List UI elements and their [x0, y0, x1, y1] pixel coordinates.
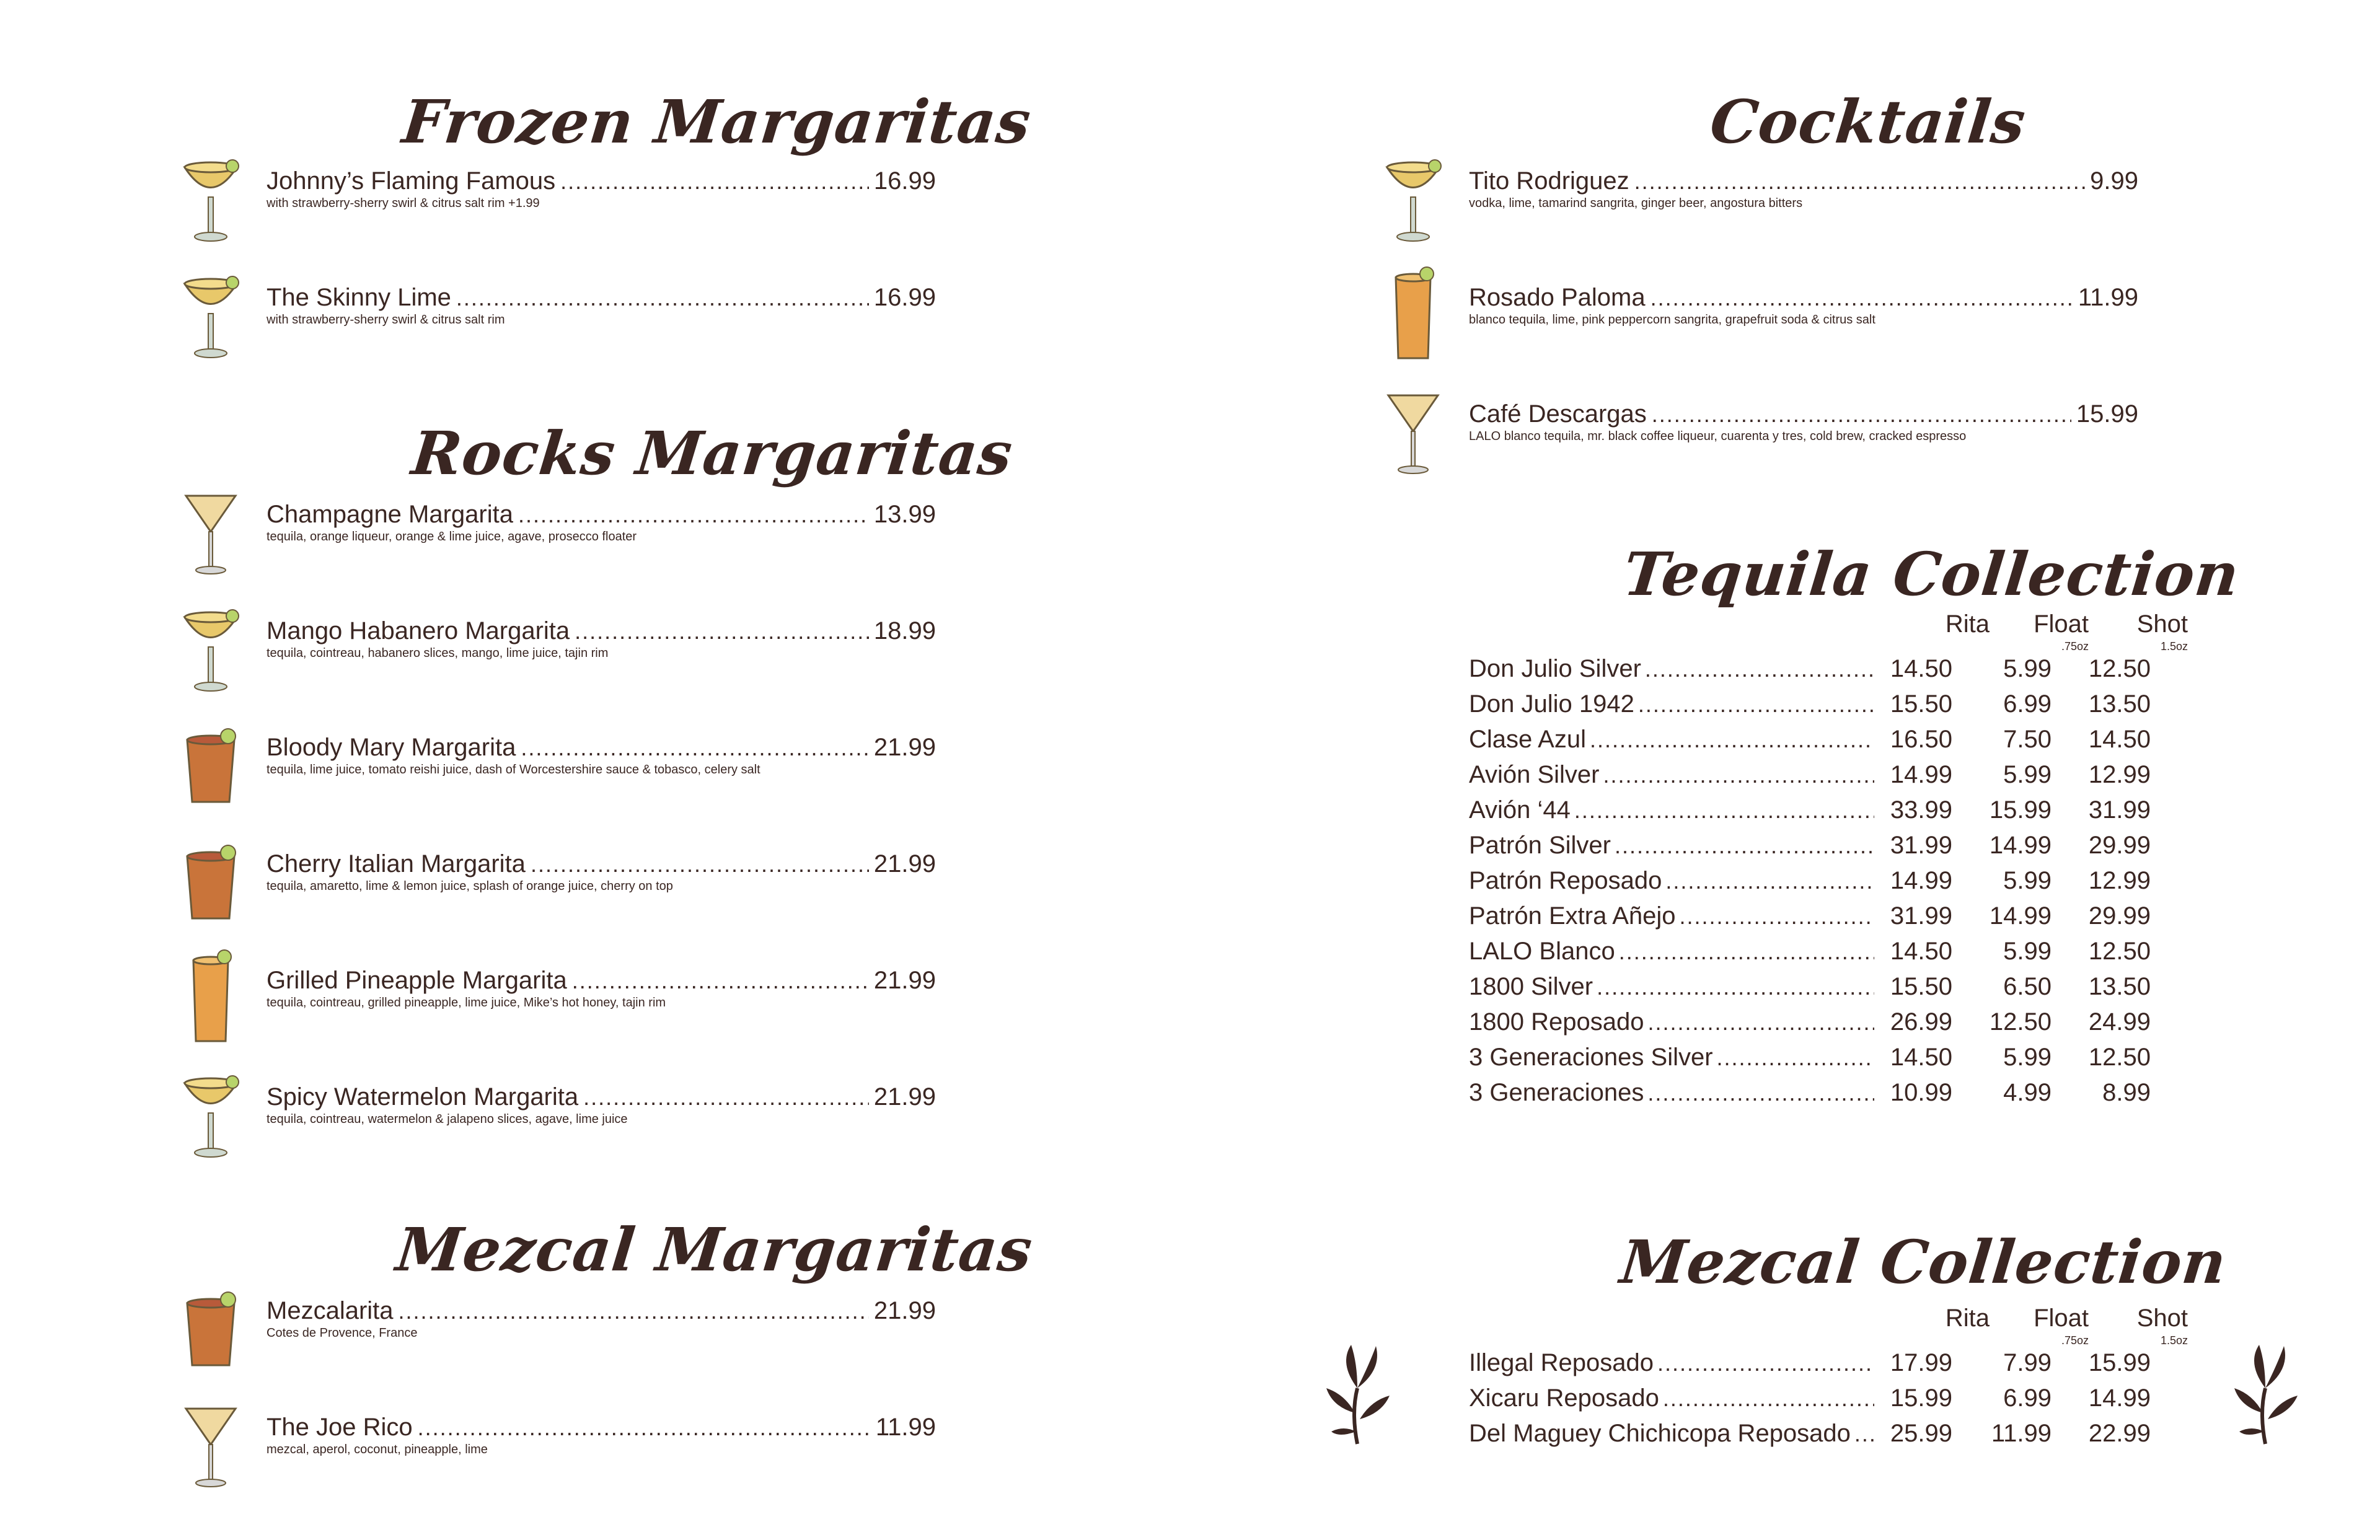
item-description: with strawberry-sherry swirl & citrus salt rim +1.99 — [267, 196, 540, 210]
menu-item — [267, 734, 936, 777]
item-name: Cherry Italian Margarita — [267, 850, 526, 878]
row-float: 12.50 — [1989, 1008, 2052, 1036]
margarita-glass-icon — [174, 265, 248, 364]
item-name: The Skinny Lime — [267, 284, 451, 311]
martini-glass-icon — [1376, 382, 1450, 481]
item-name: Mezcalarita — [267, 1297, 394, 1324]
table-header — [1469, 610, 2188, 655]
row-name: 1800 Reposado — [1469, 1008, 1644, 1036]
menu-item — [267, 1414, 936, 1457]
row-float: 5.99 — [2003, 655, 2052, 682]
row-shot: 8.99 — [2102, 1079, 2151, 1106]
item-description: tequila, cointreau, habanero slices, mango, lime juice, tajin rim — [267, 646, 609, 660]
margarita-glass-icon — [174, 149, 248, 248]
item-price: 15.99 — [2076, 400, 2138, 428]
row-name: Avión ‘44 — [1469, 796, 1571, 824]
leader-dots — [1647, 1080, 1874, 1106]
row-rita: 14.50 — [1890, 655, 1952, 682]
tequila-table — [1469, 610, 2188, 1114]
collection-row — [1469, 1384, 2151, 1420]
col-rita: Rita — [1945, 610, 1990, 638]
menu-item — [267, 1297, 936, 1340]
margarita-glass-icon — [174, 1065, 248, 1164]
row-shot: 12.99 — [2088, 761, 2151, 788]
leader-dots — [1663, 1386, 1874, 1412]
row-name: Patrón Extra Añejo — [1469, 902, 1676, 930]
row-shot: 14.99 — [2088, 1384, 2151, 1412]
row-float: 7.99 — [2003, 1349, 2052, 1376]
item-price: 16.99 — [873, 284, 936, 311]
item-price: 21.99 — [873, 734, 936, 761]
item-name: Grilled Pineapple Margarita — [267, 967, 567, 994]
item-description: blanco tequila, lime, pink peppercorn sangrita, grapefruit soda & citrus salt — [1469, 313, 1875, 327]
row-float: 6.50 — [2003, 973, 2052, 1000]
menu-item — [1469, 400, 2138, 444]
row-shot: 24.99 — [2088, 1008, 2151, 1036]
martini-glass-icon — [174, 1395, 248, 1494]
item-name: Café Descargas — [1469, 400, 1647, 428]
item-name: Johnny’s Flaming Famous — [267, 167, 556, 195]
agave-flourish-icon — [2222, 1339, 2309, 1450]
item-price: 21.99 — [873, 850, 936, 878]
row-name: Avión Silver — [1469, 761, 1600, 788]
row-float: 6.99 — [2003, 1384, 2052, 1412]
leader-dots — [1665, 868, 1874, 894]
tequila-collection-title: Tequila Collection — [1620, 539, 2243, 609]
row-rita: 31.99 — [1890, 902, 1952, 930]
collection-row — [1469, 973, 2151, 1008]
leader-dots — [1597, 974, 1874, 1000]
leader-dots — [1590, 727, 1874, 753]
highball-glass-icon — [174, 948, 248, 1047]
leader-dots — [1647, 1010, 1874, 1036]
menu-item — [267, 167, 936, 211]
mezcal-collection-title: Mezcal Collection — [1617, 1227, 2230, 1297]
cocktails-title: Cocktails — [1707, 87, 2029, 157]
row-rita: 25.99 — [1890, 1420, 1952, 1447]
item-price: 21.99 — [873, 967, 936, 994]
item-price: 21.99 — [873, 1083, 936, 1111]
row-shot: 14.50 — [2088, 726, 2151, 753]
row-rita: 31.99 — [1890, 832, 1952, 859]
item-description: Cotes de Provence, France — [267, 1326, 418, 1340]
row-float: 14.99 — [1989, 832, 2052, 859]
row-name: Patrón Reposado — [1469, 867, 1662, 894]
item-price: 16.99 — [873, 167, 936, 195]
row-shot: 13.50 — [2088, 690, 2151, 718]
item-price: 9.99 — [2090, 167, 2138, 195]
menu-item — [267, 284, 936, 327]
collection-row — [1469, 867, 2151, 902]
leader-dots — [1680, 904, 1874, 930]
frozen-margaritas-title: Frozen Margaritas — [399, 87, 1034, 157]
row-shot: 22.99 — [2088, 1420, 2151, 1447]
leader-dots — [1574, 798, 1874, 824]
rocks-margaritas-title: Rocks Margaritas — [408, 418, 1016, 488]
row-rita: 15.99 — [1890, 1384, 1952, 1412]
item-description: tequila, cointreau, watermelon & jalapeno slices, agave, lime juice — [267, 1112, 628, 1126]
rocks-glass-icon — [174, 715, 248, 814]
collection-row — [1469, 1044, 2151, 1079]
menu-item — [1469, 284, 2138, 327]
collection-row — [1469, 832, 2151, 867]
row-rita: 15.50 — [1890, 690, 1952, 718]
row-float: 11.99 — [1991, 1420, 2052, 1447]
menu-item — [267, 617, 936, 661]
row-rita: 16.50 — [1890, 726, 1952, 753]
item-name: Mango Habanero Margarita — [267, 617, 570, 645]
agave-flourish-icon — [1314, 1339, 1401, 1450]
item-description: with strawberry-sherry swirl & citrus salt rim — [267, 313, 505, 327]
collection-row — [1469, 655, 2151, 690]
row-name: 3 Generaciones — [1469, 1079, 1644, 1106]
rocks-glass-icon — [174, 1278, 248, 1378]
item-description: LALO blanco tequila, mr. black coffee liqueur, cuarenta y tres, cold brew, cracked espresso — [1469, 429, 1967, 443]
row-shot: 31.99 — [2088, 796, 2151, 824]
row-float: 15.99 — [1989, 796, 2052, 824]
leader-dots — [1638, 692, 1874, 718]
row-float: 4.99 — [2003, 1079, 2052, 1106]
item-name: Champagne Margarita — [267, 501, 513, 528]
row-rita: 14.99 — [1890, 761, 1952, 788]
row-float: 5.99 — [2003, 867, 2052, 894]
highball-glass-icon — [1376, 265, 1450, 364]
item-description: tequila, amaretto, lime & lemon juice, splash of orange juice, cherry on top — [267, 879, 673, 893]
collection-row — [1469, 1349, 2151, 1384]
item-price: 13.99 — [873, 501, 936, 528]
item-price: 11.99 — [2078, 284, 2138, 311]
menu-item — [267, 850, 936, 894]
item-name: The Joe Rico — [267, 1414, 413, 1441]
mezcal-margaritas-title: Mezcal Margaritas — [393, 1215, 1036, 1285]
col-float: Float — [2034, 1305, 2089, 1332]
table-header — [1469, 1305, 2188, 1349]
row-name: Xicaru Reposado — [1469, 1384, 1659, 1412]
item-name: Rosado Paloma — [1469, 284, 1646, 311]
menu-item — [267, 1083, 936, 1127]
row-shot: 12.99 — [2088, 867, 2151, 894]
rocks-glass-icon — [174, 832, 248, 931]
collection-row — [1469, 726, 2151, 761]
item-name: Tito Rodriguez — [1469, 167, 1629, 195]
row-name: Clase Azul — [1469, 726, 1586, 753]
collection-row — [1469, 938, 2151, 973]
row-name: Illegal Reposado — [1469, 1349, 1654, 1376]
row-shot: 12.50 — [2088, 938, 2151, 965]
collection-row — [1469, 690, 2151, 726]
item-description: tequila, lime juice, tomato reishi juice, dash of Worcestershire sauce & tobasco, celery salt — [267, 763, 760, 777]
collection-row — [1469, 761, 2151, 796]
item-price: 21.99 — [873, 1297, 936, 1324]
mezcal-rows — [1469, 1349, 2151, 1455]
row-float: 7.50 — [2003, 726, 2052, 753]
row-rita: 14.99 — [1890, 867, 1952, 894]
item-description: mezcal, aperol, coconut, pineapple, lime — [267, 1443, 488, 1456]
row-float: 5.99 — [2003, 761, 2052, 788]
menu-item — [1469, 167, 2138, 211]
margarita-glass-icon — [174, 599, 248, 698]
col-float: Float — [2034, 610, 2089, 638]
item-name: Spicy Watermelon Margarita — [267, 1083, 579, 1111]
collection-row — [1469, 902, 2151, 938]
col-shot: Shot — [2136, 1305, 2188, 1332]
row-shot: 13.50 — [2088, 973, 2151, 1000]
item-price: 18.99 — [873, 617, 936, 645]
item-name: Bloody Mary Margarita — [267, 734, 516, 761]
row-float: 5.99 — [2003, 938, 2052, 965]
item-description: tequila, cointreau, grilled pineapple, lime juice, Mike’s hot honey, tajin rim — [267, 996, 666, 1010]
col-shot: Shot — [2136, 610, 2188, 638]
row-rita: 26.99 — [1890, 1008, 1952, 1036]
collection-row — [1469, 1420, 2151, 1455]
item-description: vodka, lime, tamarind sangrita, ginger beer, angostura bitters — [1469, 196, 1803, 210]
item-description: tequila, orange liqueur, orange & lime juice, agave, prosecco floater — [267, 530, 637, 543]
leader-dots — [1645, 656, 1874, 682]
row-rita: 17.99 — [1890, 1349, 1952, 1376]
martini-glass-icon — [174, 482, 248, 581]
row-rita: 33.99 — [1890, 796, 1952, 824]
collection-row — [1469, 1079, 2151, 1114]
row-rita: 15.50 — [1890, 973, 1952, 1000]
leader-dots — [1717, 1045, 1874, 1071]
row-shot: 29.99 — [2088, 832, 2151, 859]
row-float: 5.99 — [2003, 1044, 2052, 1071]
row-name: 3 Generaciones Silver — [1469, 1044, 1713, 1071]
shot-size: 1.5oz — [2160, 1334, 2188, 1347]
menu-item — [267, 967, 936, 1010]
row-float: 6.99 — [2003, 690, 2052, 718]
collection-row — [1469, 796, 2151, 832]
leader-dots — [1615, 833, 1874, 859]
row-float: 14.99 — [1989, 902, 2052, 930]
mezcal-table — [1469, 1305, 2188, 1455]
item-price: 11.99 — [875, 1414, 936, 1441]
leader-dots — [1603, 762, 1874, 788]
row-rita: 14.50 — [1890, 1044, 1952, 1071]
tequila-rows — [1469, 655, 2151, 1114]
row-shot: 15.99 — [2088, 1349, 2151, 1376]
float-size: .75oz — [2061, 1334, 2089, 1347]
row-name: LALO Blanco — [1469, 938, 1615, 965]
menu-item — [267, 501, 936, 544]
margarita-glass-icon — [1376, 149, 1450, 248]
collection-row — [1469, 1008, 2151, 1044]
leader-dots — [1657, 1350, 1874, 1376]
row-name: Don Julio Silver — [1469, 655, 1641, 682]
row-shot: 12.50 — [2088, 1044, 2151, 1071]
row-name: Patrón Silver — [1469, 832, 1611, 859]
leader-dots — [1854, 1421, 1874, 1447]
leader-dots — [1619, 939, 1874, 965]
float-size: .75oz — [2061, 640, 2089, 653]
row-name: Don Julio 1942 — [1469, 690, 1634, 718]
col-rita: Rita — [1945, 1305, 1990, 1332]
row-shot: 29.99 — [2088, 902, 2151, 930]
row-name: Del Maguey Chichicopa Reposado — [1469, 1420, 1851, 1447]
shot-size: 1.5oz — [2160, 640, 2188, 653]
right-page — [1190, 0, 2380, 1540]
row-rita: 10.99 — [1890, 1079, 1952, 1106]
row-rita: 14.50 — [1890, 938, 1952, 965]
row-shot: 12.50 — [2088, 655, 2151, 682]
row-name: 1800 Silver — [1469, 973, 1593, 1000]
